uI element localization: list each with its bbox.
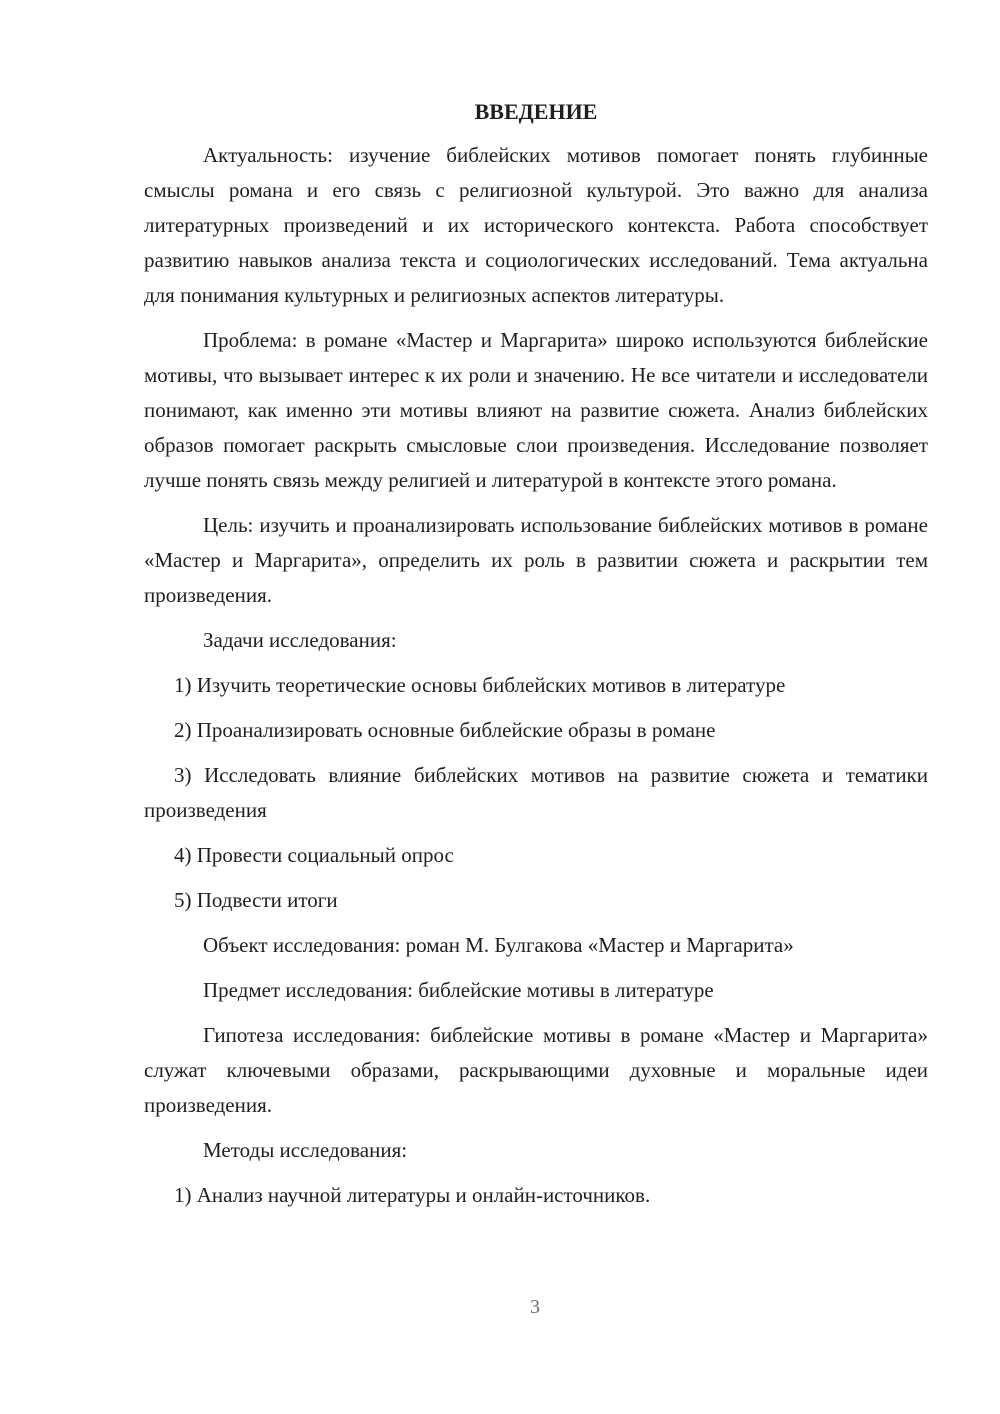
problem-paragraph: Проблема: в романе «Мастер и Маргарита» широко используются библейские мотивы, что вызывает интерес к их роли и значению. Не все читатели и исследователи понимают, как именно эти мотивы влияют на развитие сюжета. Анализ библейских образов помогает раскрыть смысловые слои произведения. Исследование позволяет лучше понять связь между религией и литературой в контексте этого романа.: [144, 328, 928, 492]
relevance-paragraph: Актуальность: изучение библейских мотивов помогает понять глубинные смыслы романа и его связь с религиозной культурой. Это важно для анализа литературных произведений и их исторического контекста. Работа способствует развитию навыков анализа текста и социологических исследований. Тема актуальна для понимания культурных и религиозных аспектов литературы.: [144, 143, 928, 307]
task-item-5: 5) Подвести итоги: [174, 888, 338, 912]
task-item-1: 1) Изучить теоретические основы библейских мотивов в литературе: [174, 673, 786, 697]
task-item-4: 4) Провести социальный опрос: [174, 843, 454, 867]
method-item-1: 1) Анализ научной литературы и онлайн-источников.: [174, 1183, 651, 1207]
goal-paragraph: Цель: изучить и проанализировать использование библейских мотивов в романе «Мастер и Маргарита», определить их роль в развитии сюжета и раскрытии тем произведения.: [144, 513, 928, 607]
methods-heading: Методы исследования:: [203, 1138, 408, 1162]
research-object: Объект исследования: роман М. Булгакова «Мастер и Маргарита»: [203, 933, 794, 957]
page-number: 3: [530, 1296, 540, 1318]
page-title: ВВЕДЕНИЕ: [474, 99, 598, 124]
hypothesis-paragraph: Гипотеза исследования: библейские мотивы в романе «Мастер и Маргарита» служат ключевыми образами, раскрывающими духовные и моральные идеи произведения.: [144, 1023, 928, 1117]
research-subject: Предмет исследования: библейские мотивы в литературе: [203, 978, 714, 1002]
tasks-heading: Задачи исследования:: [203, 628, 397, 652]
task-item-3: 3) Исследовать влияние библейских мотивов на развитие сюжета и тематики произведения: [144, 763, 928, 822]
document-page: [144, 98, 928, 1223]
task-item-2: 2) Проанализировать основные библейские образы в романе: [174, 718, 716, 742]
